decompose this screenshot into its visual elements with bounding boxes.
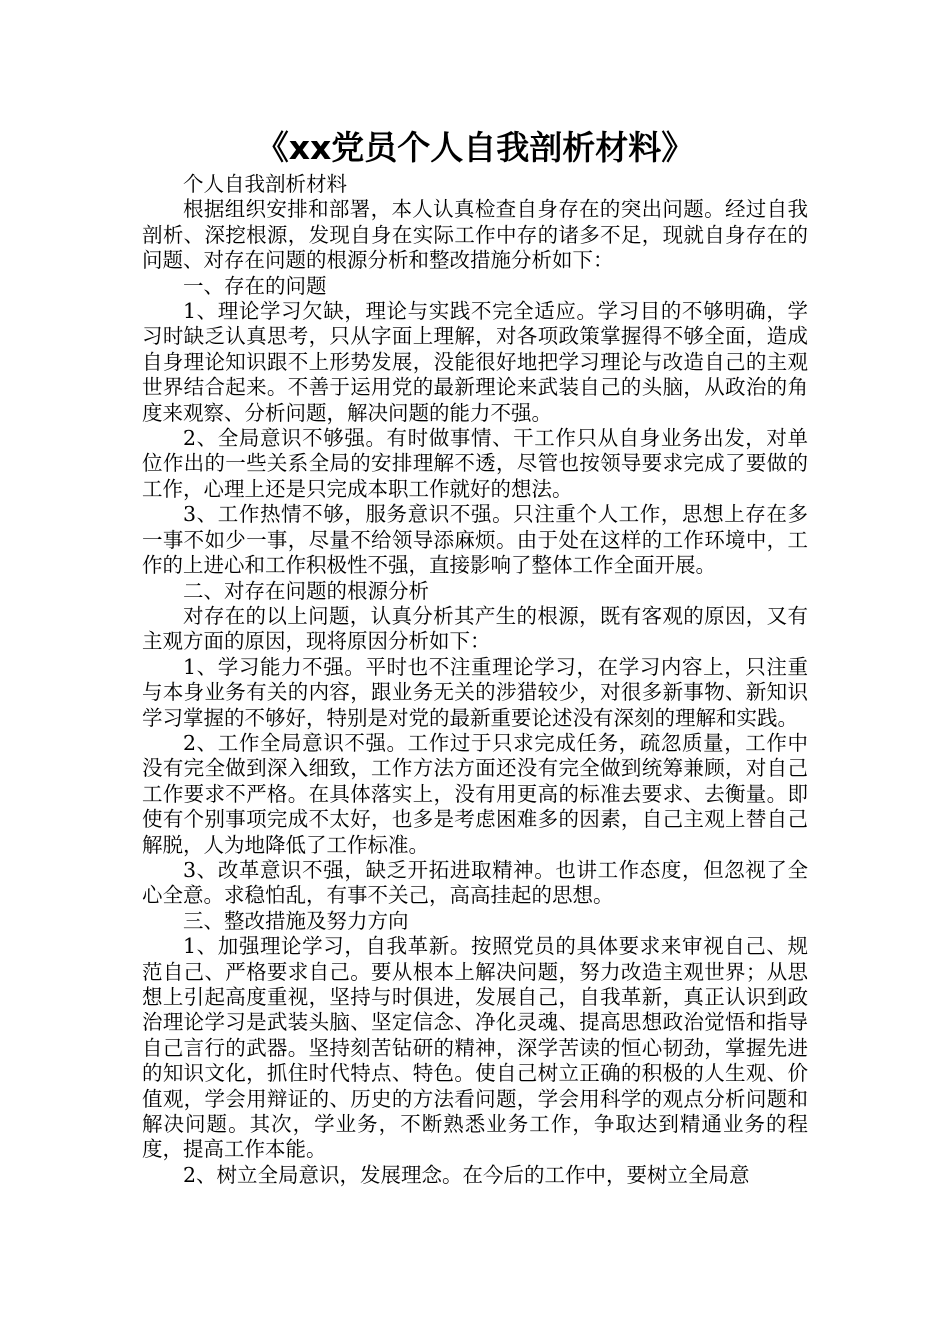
intro-paragraph: 根据组织安排和部署，本人认真检查自身存在的突出问题。经过自我剖析、深挖根源，发现自身在实际工作中存的诸多不足，现就自身存在的问题、对存在问题的根源分析和整改措施分析如下： [142,197,808,273]
section-heading-rectification: 三、整改措施及努力方向 [183,908,409,933]
section-heading-problems: 一、存在的问题 [183,273,327,298]
section-heading-root-cause: 二、对存在问题的根源分析 [183,578,429,603]
rectification-paragraph-2: 2、树立全局意识，发展理念。在今后的工作中，要树立全局意 [183,1162,750,1187]
problem-paragraph-3: 3、工作热情不够，服务意识不强。只注重个人工作，思想上存在多一事不如少一事，尽量不给领导添麻烦。由于处在这样的工作环境中，工作的上进心和工作积极性不强，直接影响了整体工作全面开展。 [142,502,808,578]
problem-paragraph-2: 2、全局意识不够强。有时做事情、干工作只从自身业务出发，对单位作出的一些关系全局的安排理解不透，尽管也按领导要求完成了要做的工作，心理上还是只完成本职工作就好的想法。 [142,426,808,501]
root-cause-paragraph-3: 3、改革意识不强，缺乏开拓进取精神。也讲工作态度，但忽视了全心全意。求稳怕乱，有事不关己，高高挂起的思想。 [142,857,808,908]
root-cause-paragraph-2: 2、工作全局意识不强。工作过于只求完成任务，疏忽质量，工作中没有完全做到深入细致，工作方法方面还没有完全做到统筹兼顾，对自己工作要求不严格。在具体落实上，没有用更高的标准去要求、去衡量。即使有个别事项完成不太好，也多是考虑困难多的因素，自己主观上替自己解脱，人为地降低了工作标准。 [142,730,808,857]
subtitle-paragraph: 个人自我剖析材料 [183,172,347,196]
root-cause-intro-paragraph: 对存在的以上问题，认真分析其产生的根源，既有客观的原因，又有主观方面的原因，现将原因分析如下： [142,603,808,654]
root-cause-paragraph-1: 1、学习能力不强。平时也不注重理论学习，在学习内容上，只注重与本身业务有关的内容，跟业务无关的涉猎较少，对很多新事物、新知识学习掌握的不够好，特别是对党的最新重要论述没有深刻的理解和实践。 [142,654,808,730]
document-title: 《xx党员个人自我剖析材料》 [255,128,695,167]
problem-paragraph-1: 1、理论学习欠缺，理论与实践不完全适应。学习目的不够明确，学习时缺乏认真思考，只从字面上理解，对各项政策掌握得不够全面，造成自身理论知识跟不上形势发展，没能很好地把学习理论与改造自己的主观世界结合起来。不善于运用党的最新理论来武装自己的头脑，从政治的角度来观察、分析问题，解决问题的能力不强。 [142,299,808,425]
document-body [142,172,808,1188]
rectification-paragraph-1: 1、加强理论学习，自我革新。按照党员的具体要求来审视自己、规范自己、严格要求自己。要从根本上解决问题，努力改造主观世界；从思想上引起高度重视，坚持与时俱进，发展自己，自我革新，真正认识到政治理论学习是武装头脑、坚定信念、净化灵魂、提高思想政治觉悟和指导自己言行的武器。坚持刻苦钻研的精神，深学苦读的恒心韧劲，掌握先进的知识文化，抓住时代特点、特色。使自己树立正确的积极的人生观、价值观，学会用辩证的、历史的方法看问题，学会用科学的观点分析问题和解决问题。其次，学业务，不断熟悉业务工作，争取达到精通业务的程度，提高工作本能。 [142,934,808,1162]
